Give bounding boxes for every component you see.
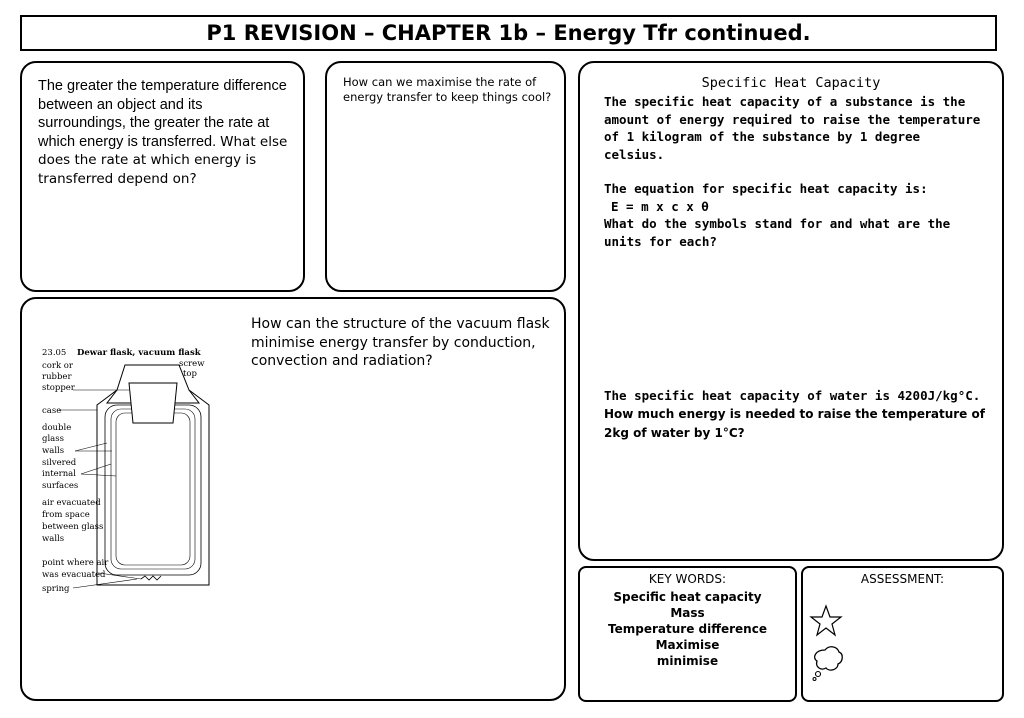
specific-heat-panel <box>578 61 1004 561</box>
equation: E = m x c x θ <box>611 198 709 214</box>
label-silvered-2: internal <box>42 469 76 479</box>
label-double-2: glass <box>42 434 64 444</box>
key-word-item: Maximise <box>655 638 720 652</box>
thought-bubble-icon <box>811 644 845 682</box>
label-cork-1: cork or <box>42 361 73 371</box>
label-screw-2: top <box>183 369 197 379</box>
title-banner <box>20 15 997 51</box>
specific-heat-body <box>604 93 982 250</box>
label-air-1: air evacuated <box>42 498 101 508</box>
label-screw-1: screw <box>179 359 205 369</box>
water-question: How much energy is needed to raise the temperature of 2kg of water by 1°C? <box>604 407 985 440</box>
label-spring: spring <box>42 584 70 593</box>
key-word-item: Mass <box>670 606 705 620</box>
label-silvered-3: surfaces <box>42 481 79 491</box>
assessment-heading: ASSESSMENT: <box>860 572 945 586</box>
label-case: case <box>42 406 62 416</box>
assessment-panel <box>801 566 1004 702</box>
label-cork-3: stopper <box>42 383 75 393</box>
key-words-list <box>580 589 795 669</box>
temperature-question: What else does the rate at which energy is transferred depend on? <box>38 133 288 187</box>
label-air-2: from space <box>42 510 90 520</box>
key-words-heading: KEY WORDS: <box>648 572 727 586</box>
specific-heat-heading: Specific Heat Capacity <box>701 75 881 91</box>
key-word-item: Temperature difference <box>608 622 767 636</box>
label-cork-2: rubber <box>42 372 72 382</box>
vacuum-flask-question: How can the structure of the vacuum flask minimise energy transfer by conduction, convection and radiation? <box>251 316 550 369</box>
vacuum-flask-panel <box>20 297 566 701</box>
figure-title: Dewar flask, vacuum flask <box>77 348 201 358</box>
label-air-3: between glass <box>42 522 104 532</box>
equation-intro: The equation for specific heat capacity is: <box>604 181 928 196</box>
star-icon <box>809 604 843 638</box>
specific-heat-definition: The specific heat capacity of a substance is the amount of energy required to raise the temperature of 1 kilogram of the substance by 1 degree celsius. <box>604 94 981 162</box>
equation-question: What do the symbols stand for and what are the units for each? <box>604 216 951 249</box>
label-point-2: was evacuated <box>42 570 106 580</box>
vacuum-flask-diagram <box>37 343 237 593</box>
key-word-item: minimise <box>656 654 719 668</box>
page-title: P1 REVISION – CHAPTER 1b – Energy Tfr continued. <box>206 21 811 45</box>
label-air-4: walls <box>42 534 65 544</box>
water-section <box>604 387 994 443</box>
water-statement: The specific heat capacity of water is 4200J/kg°C. <box>604 388 981 403</box>
temperature-difference-panel <box>20 61 305 292</box>
maximise-transfer-panel <box>325 61 566 292</box>
key-words-panel <box>578 566 797 702</box>
key-word-item: Specific heat capacity <box>613 590 762 604</box>
maximise-question: How can we maximise the rate of energy transfer to keep things cool? <box>343 75 552 104</box>
temperature-statement: The greater the temperature difference between an object and its surroundings, the greater the rate at which energy is transferred. <box>38 78 287 150</box>
label-double-1: double <box>42 423 72 433</box>
label-silvered-1: silvered <box>42 458 77 468</box>
temperature-text <box>38 77 293 188</box>
label-point-1: point where air <box>42 558 109 568</box>
figure-number: 23.05 <box>42 348 67 358</box>
label-double-3: walls <box>42 446 65 456</box>
